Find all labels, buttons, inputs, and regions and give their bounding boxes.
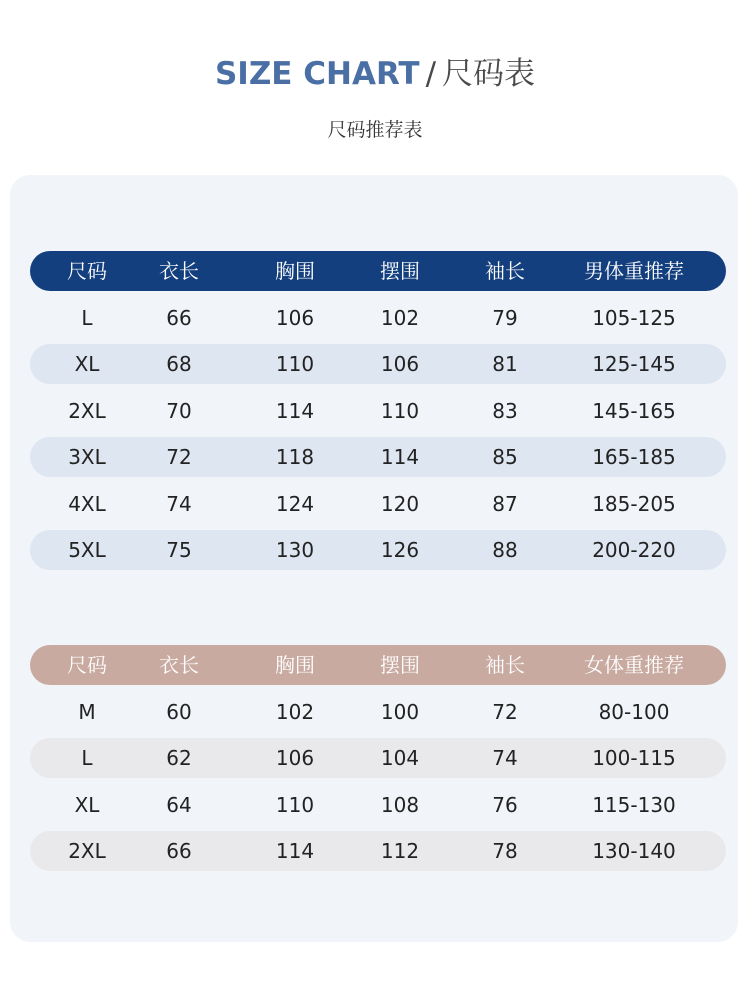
cell-hem: 100	[380, 699, 420, 724]
column-header-weight: 男体重推荐	[584, 259, 684, 283]
cell-size: 4XL	[68, 491, 106, 516]
table-row	[30, 831, 726, 871]
cell-length: 66	[166, 305, 192, 330]
column-header-chest: 胸围	[275, 259, 315, 283]
cell-sleeve: 81	[492, 352, 518, 376]
cell-hem: 126	[380, 538, 420, 562]
cell-length: 75	[166, 538, 192, 562]
cell-size: 5XL	[68, 538, 106, 562]
cell-weight: 105-125	[592, 305, 676, 330]
cell-sleeve: 76	[492, 792, 518, 817]
cell-chest: 106	[275, 305, 315, 330]
cell-hem: 104	[380, 746, 420, 770]
cell-hem: 102	[380, 305, 420, 330]
men-table-header	[30, 251, 726, 291]
cell-hem: 112	[380, 839, 420, 863]
column-header-length: 衣长	[159, 259, 199, 283]
cell-chest: 106	[275, 746, 315, 770]
table-row	[30, 530, 726, 570]
column-header-size: 尺码	[67, 653, 107, 677]
cell-weight: 80-100	[598, 699, 670, 724]
cell-weight: 185-205	[592, 491, 676, 516]
cell-length: 74	[166, 491, 192, 516]
cell-length: 66	[166, 839, 192, 863]
cell-hem: 106	[380, 352, 420, 376]
title-chinese: 尺码表	[442, 56, 536, 92]
women-size-table	[30, 645, 726, 878]
cell-size: 2XL	[68, 398, 106, 423]
cell-weight: 165-185	[592, 445, 676, 469]
column-header-sleeve: 袖长	[485, 259, 525, 283]
cell-size: XL	[74, 792, 100, 817]
cell-chest: 130	[275, 538, 315, 562]
cell-sleeve: 88	[492, 538, 518, 562]
table-row	[30, 437, 726, 477]
cell-hem: 110	[380, 398, 420, 423]
title-separator: /	[425, 56, 437, 92]
table-row	[30, 344, 726, 384]
cell-weight: 100-115	[592, 746, 676, 770]
cell-sleeve: 74	[492, 746, 518, 770]
column-header-hem: 摆围	[380, 653, 420, 677]
cell-sleeve: 87	[492, 491, 518, 516]
cell-chest: 110	[275, 792, 315, 817]
cell-size: 2XL	[68, 839, 106, 863]
cell-chest: 102	[275, 699, 315, 724]
cell-hem: 114	[380, 445, 420, 469]
cell-sleeve: 79	[492, 305, 518, 330]
table-row	[30, 391, 726, 431]
column-header-weight: 女体重推荐	[584, 653, 684, 677]
cell-chest: 110	[275, 352, 315, 376]
cell-chest: 118	[275, 445, 315, 469]
table-row	[30, 298, 726, 338]
column-header-size: 尺码	[67, 259, 107, 283]
cell-weight: 200-220	[592, 538, 676, 562]
cell-length: 72	[166, 445, 192, 469]
cell-size: XL	[74, 352, 100, 376]
cell-sleeve: 72	[492, 699, 518, 724]
cell-hem: 120	[380, 491, 420, 516]
cell-length: 62	[166, 746, 192, 770]
cell-length: 60	[166, 699, 192, 724]
cell-size: M	[78, 699, 96, 724]
column-header-length: 衣长	[159, 653, 199, 677]
cell-weight: 130-140	[592, 839, 676, 863]
cell-length: 64	[166, 792, 192, 817]
cell-sleeve: 85	[492, 445, 518, 469]
cell-length: 68	[166, 352, 192, 376]
cell-chest: 124	[275, 491, 315, 516]
cell-sleeve: 78	[492, 839, 518, 863]
column-header-chest: 胸围	[275, 653, 315, 677]
cell-size: L	[81, 305, 93, 330]
cell-weight: 115-130	[592, 792, 676, 817]
women-table-header	[30, 645, 726, 685]
title-english: SIZE CHART	[214, 56, 420, 92]
cell-chest: 114	[275, 839, 315, 863]
cell-hem: 108	[380, 792, 420, 817]
page-subtitle: 尺码推荐表	[327, 119, 423, 141]
page-title	[0, 52, 750, 96]
cell-weight: 125-145	[592, 352, 676, 376]
column-header-sleeve: 袖长	[485, 653, 525, 677]
table-row	[30, 692, 726, 732]
table-row	[30, 738, 726, 778]
men-size-table	[30, 251, 726, 577]
cell-sleeve: 83	[492, 398, 518, 423]
column-header-hem: 摆围	[380, 259, 420, 283]
cell-weight: 145-165	[592, 398, 676, 423]
table-row	[30, 785, 726, 825]
table-row	[30, 484, 726, 524]
cell-length: 70	[166, 398, 192, 423]
cell-size: 3XL	[68, 445, 106, 469]
cell-chest: 114	[275, 398, 315, 423]
cell-size: L	[81, 746, 93, 770]
